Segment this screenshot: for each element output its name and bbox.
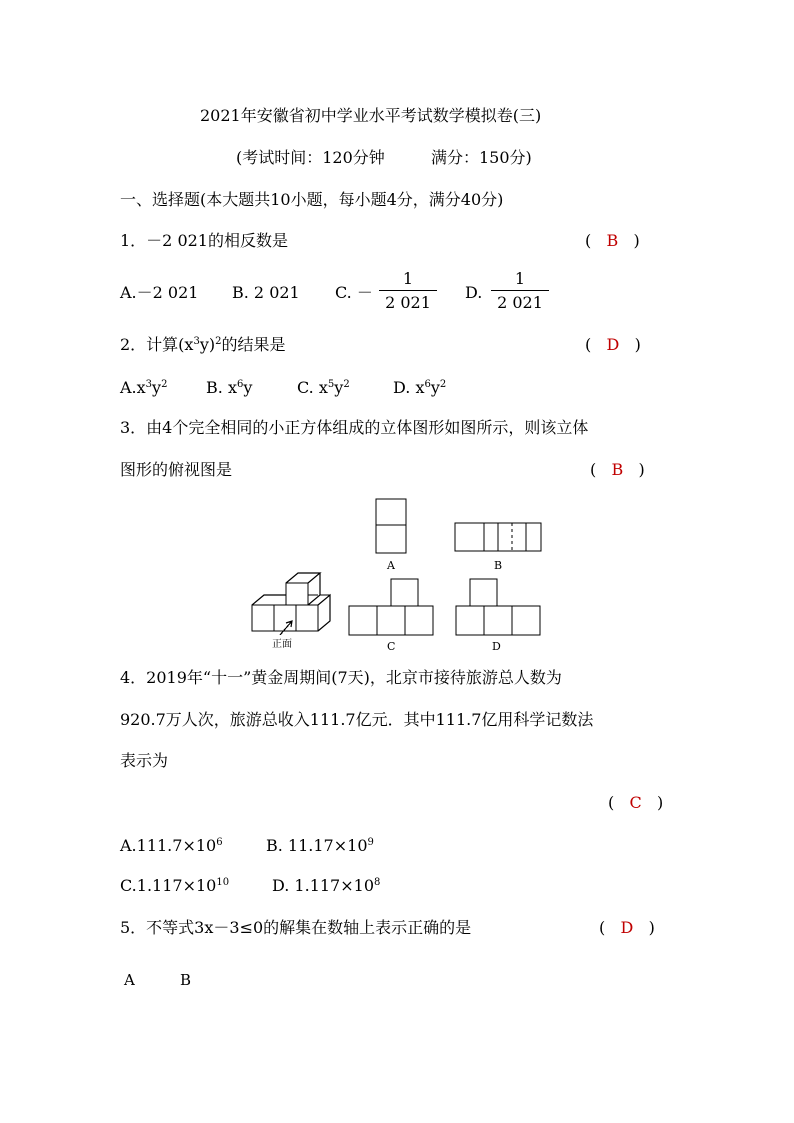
exam-score: 满分：150分)	[431, 148, 532, 167]
q1-stem: 1．－2 021的相反数是	[120, 231, 288, 250]
section-heading: 一、选择题(本大题共10小题，每小题4分，满分40分)	[120, 190, 504, 209]
q3-option-a-figure	[376, 499, 406, 553]
q3-figure	[0, 495, 794, 655]
q3-solid-figure	[252, 573, 330, 635]
q4-option-c: $C.1.117\times 10^{10}$	[120, 876, 230, 895]
q3-label-c: C	[387, 640, 396, 653]
q5-label-b: B	[180, 971, 192, 989]
q2-option-a: $A.x^3y^2$	[120, 378, 168, 397]
q4-option-a: $A.111.7\times 10^6$	[120, 836, 223, 855]
q1-option-d-fraction	[491, 271, 549, 311]
q3-label-a: A	[387, 559, 395, 572]
q1-option-c-prefix: C. －	[335, 283, 373, 302]
q5-label-a: A	[124, 971, 135, 989]
q2-stem: 2．计算$(x^3y)^2$的结果是	[120, 335, 286, 354]
q3-option-b-figure	[455, 523, 541, 551]
q2-answer: D	[606, 335, 620, 354]
q3-answer: B	[611, 460, 624, 479]
q1-option-b: B. 2 021	[232, 283, 300, 302]
q3-stem-line1: 3．由4个完全相同的小正方体组成的立体图形如图所示，则该立体	[120, 418, 589, 437]
q1-c-denominator: 2 021	[385, 293, 431, 312]
q1-answer-bracket: ( B )	[585, 231, 640, 250]
q3-option-c-figure	[349, 579, 433, 635]
q1-d-denominator: 2 021	[497, 293, 543, 312]
q2-option-d: D. $x^6y^2$	[393, 378, 447, 397]
q5-answer-bracket: ( D )	[599, 918, 655, 937]
q4-option-b: B. $11.17\times 10^9$	[266, 836, 374, 855]
q5-stem: 5．不等式3x－3≤0的解集在数轴上表示正确的是	[120, 918, 472, 937]
q1-d-numerator: 1	[514, 269, 526, 288]
q3-option-d-figure	[456, 579, 540, 635]
q4-option-d: D. $1.117\times 10^8$	[272, 876, 381, 895]
q1-option-c-fraction	[379, 271, 437, 311]
q4-stem-line1: 4．2019年“十一”黄金周期间(7天)，北京市接待旅游总人数为	[120, 668, 562, 687]
q1-answer: B	[606, 231, 619, 250]
q1-option-a: A.－2 021	[120, 283, 199, 302]
q1-c-numerator: 1	[402, 269, 414, 288]
q3-stem-line2: 图形的俯视图是	[120, 460, 233, 479]
q3-label-d: D	[492, 640, 501, 653]
q3-label-b: B	[494, 559, 503, 572]
q4-stem-line3: 表示为	[120, 751, 169, 770]
q2-option-b: B. $x^6y$	[206, 378, 253, 397]
exam-title: 2021年安徽省初中学业水平考试数学模拟卷(三)	[200, 106, 542, 125]
q4-answer-bracket: ( C )	[608, 793, 664, 812]
q2-answer-bracket: ( D )	[585, 335, 641, 354]
front-label: 正面	[272, 639, 292, 650]
q4-answer: C	[629, 793, 642, 812]
q5-answer: D	[620, 918, 634, 937]
q1-option-d-prefix: D.	[465, 283, 483, 302]
q2-option-c: C. $x^5y^2$	[297, 378, 350, 397]
q4-stem-line2: 920.7万人次，旅游总收入111.7亿元．其中111.7亿用科学记数法	[120, 710, 594, 729]
q3-answer-bracket: ( B )	[590, 460, 645, 479]
exam-time: (考试时间：120分钟	[236, 148, 385, 167]
